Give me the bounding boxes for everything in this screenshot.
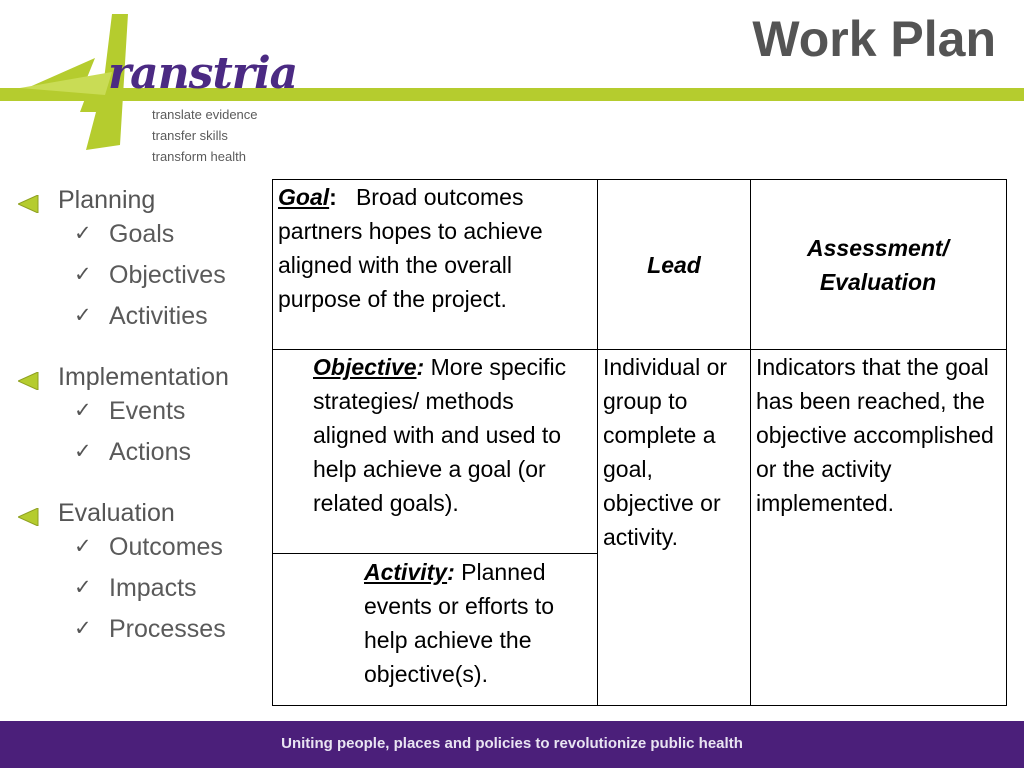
activity-label: Activity [364,559,448,585]
goal-cell: Goal: Broad outcomes partners hopes to achieve aligned with the overall purpose of the project. [278,184,543,312]
checkmark-icon: ✓ [74,535,92,558]
outline-item-objectives: ✓ Objectives [74,261,226,289]
outline-list [18,186,268,656]
lead-text: Individual or group to complete a goal, objective or activity. [603,354,728,550]
checkmark-icon: ✓ [74,304,92,327]
tagline-transform: transform health [152,149,246,164]
outline-item-activities: ✓ Activities [74,302,208,330]
checkmark-icon: ✓ [74,576,92,599]
outline-item-processes: ✓ Processes [74,615,226,643]
logo-wordmark: ranstria [108,48,298,99]
objective-text: More specific strategies/ methods aligned with and used to help achieve a goal (or related goals). [313,354,567,516]
objective-cell: Objective: More specific strategies/ methods aligned with and used to help achieve a goal (or related goals). [313,354,567,516]
checkmark-icon: ✓ [74,399,92,422]
tagline-transfer: transfer skills [152,128,228,143]
assessment-text: Indicators that the goal has been reached, the objective accomplished or the activity implemented. [756,354,994,516]
triangle-bullet-icon [18,195,40,213]
tagline-translate: translate evidence [152,107,258,122]
assessment-header: Assessment/ Evaluation [807,235,949,295]
outline-item-events: ✓ Events [74,397,186,425]
activity-text: Planned events or efforts to help achieve the objective(s). [364,559,555,687]
checkmark-icon: ✓ [74,263,92,286]
outline-item-actions: ✓ Actions [74,438,191,466]
outline-item-outcomes: ✓ Outcomes [74,533,223,561]
footer-bar [0,721,1024,768]
checkmark-icon: ✓ [74,222,92,245]
work-plan-table [272,179,1007,706]
lead-header: Lead [647,252,701,278]
triangle-bullet-icon [18,372,40,390]
footer-tagline: Uniting people, places and policies to revolutionize public health [281,735,743,752]
outline-item-goals: ✓ Goals [74,220,175,248]
checkmark-icon: ✓ [74,617,92,640]
goal-label: Goal [278,184,330,210]
goal-text: Broad outcomes partners hopes to achieve aligned with the overall purpose of the project. [278,184,543,312]
outline-section-planning: Planning [18,186,268,220]
checkmark-icon: ✓ [74,440,92,463]
triangle-bullet-icon [18,508,40,526]
outline-item-impacts: ✓ Impacts [74,574,197,602]
objective-label: Objective [313,354,417,380]
outline-section-evaluation: Evaluation [18,499,268,533]
page-title: Work Plan [752,11,996,67]
activity-cell: Activity: Planned events or efforts to help achieve the objective(s). [364,559,555,687]
outline-section-implementation: Implementation [18,363,268,397]
